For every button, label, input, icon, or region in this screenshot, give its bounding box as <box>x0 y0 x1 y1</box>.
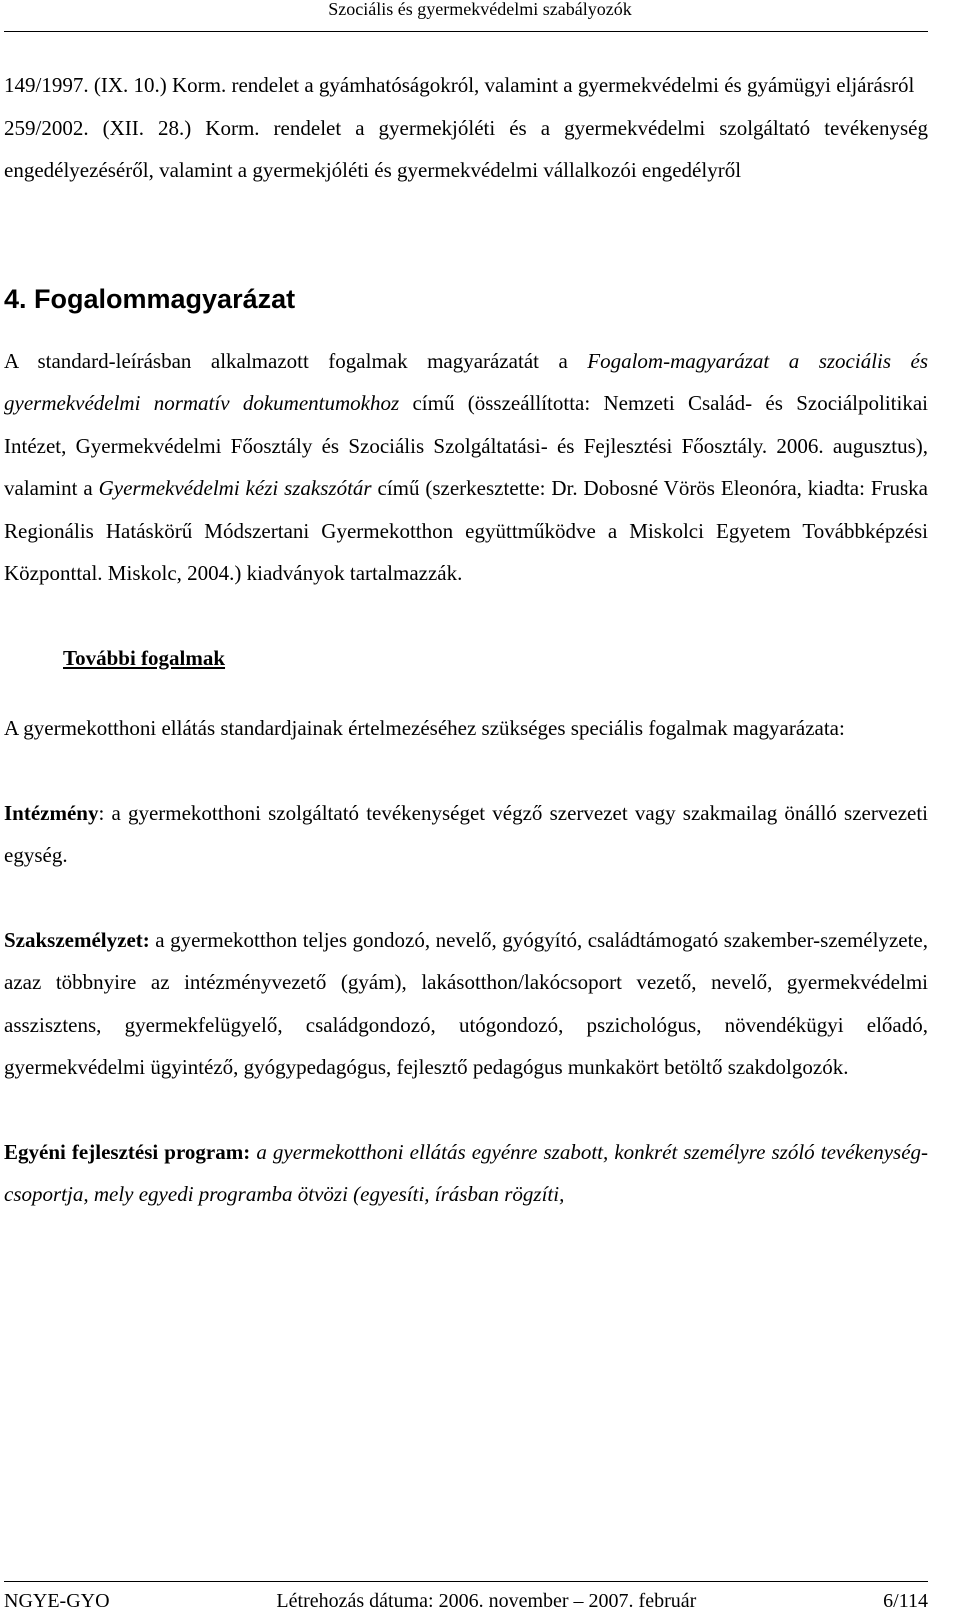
law-reference: 149/1997. (IX. 10.) Korm. rendelet a gyámhatóságokról, valamint a gyermekvédelmi és gyámügyi eljárásról <box>4 73 915 97</box>
section-lead: A gyermekotthoni ellátás standardjainak értelmezéséhez szükséges speciális fogalmak magyarázata: <box>4 716 845 740</box>
page-header <box>0 0 960 30</box>
footer-divider <box>4 1581 928 1582</box>
intro-italic-title-1: Fogalom-magyarázat a szociális és gyermekvédelmi normatív dokumentumokhoz <box>4 348 928 415</box>
intro-text-2: című (összeállította: Nemzeti Család- és Szociálpolitikai Intézet, Gyermekvédelmi Főosztály és Szociális Szolgáltatási- és Fejlesztési Főosztály. 2006. augusztus), valamint a <box>4 391 929 500</box>
definition-text: a gyermekotthoni szolgáltató tevékenységet végző szervezet vagy szakmailag önálló szervezeti egység. <box>4 800 928 867</box>
section-heading: További fogalmak <box>63 645 226 670</box>
definition-item <box>4 1131 928 1216</box>
intro-italic-title-2: Gyermekvédelmi kézi szakszótár <box>98 476 372 500</box>
document-body <box>4 64 928 1216</box>
definition-term: Intézmény <box>4 800 99 825</box>
footer-creation-date: Létrehozás dátuma: 2006. november – 2007. február <box>276 1590 697 1612</box>
definition-item <box>4 919 928 1089</box>
header-divider <box>4 31 928 32</box>
definition-term: Szakszemélyzet: <box>4 927 150 952</box>
footer-document-code: NGYE-GYO <box>4 1590 110 1612</box>
definition-text: a gyermekotthoni ellátás egyénre szabott, konkrét személyre szóló tevékenység-csoportja, mely egyedi programba ötvözi (egyesíti, írásban rögzíti, <box>4 1139 929 1206</box>
header-title: Szociális és gyermekvédelmi szabályozók <box>328 0 632 19</box>
intro-paragraph <box>4 340 928 595</box>
law-references <box>4 64 928 192</box>
page-footer <box>4 1589 928 1613</box>
intro-text-3: című (szerkesztette: Dr. Dobosné Vörös Eleonóra, kiadta: Fruska Regionális Hatáskörű Módszertani Gyermekotthon együttműködve a Miskolci Egyetem Továbbképzési Központtal. Miskolc, 2004.) kiadványok tartalmazzák. <box>4 476 928 585</box>
chapter-title: 4. Fogalommagyarázat <box>4 283 296 314</box>
footer-page-number: 6/114 <box>883 1590 928 1612</box>
intro-text-1: A standard-leírásban alkalmazott fogalmak magyarázatát a <box>4 348 588 373</box>
law-reference: 259/2002. (XII. 28.) Korm. rendelet a gyermekjóléti és a gyermekvédelmi szolgáltató tevékenység engedélyezéséről, valamint a gyermekjóléti és gyermekvédelmi vállalkozói engedélyről <box>4 115 928 182</box>
definition-item <box>4 792 928 877</box>
definition-separator: : <box>98 800 112 825</box>
definition-text: a gyermekotthon teljes gondozó, nevelő, gyógyító, családtámogató szakember-személyzete, azaz többnyire az intézményvezető (gyám), lakásotthon/lakócsoport vezető, nevelő, gyermekvédelmi asszisztens, gyermekfelügyelő, családgondozó, utógondozó, pszichológus, növendékügyi előadó, gyermekvédelmi ügyintéző, gyógypedagógus, fejlesztő pedagógus munkakört betöltő szakdolgozók. <box>4 927 928 1079</box>
definition-term: Egyéni fejlesztési program: <box>4 1139 251 1164</box>
